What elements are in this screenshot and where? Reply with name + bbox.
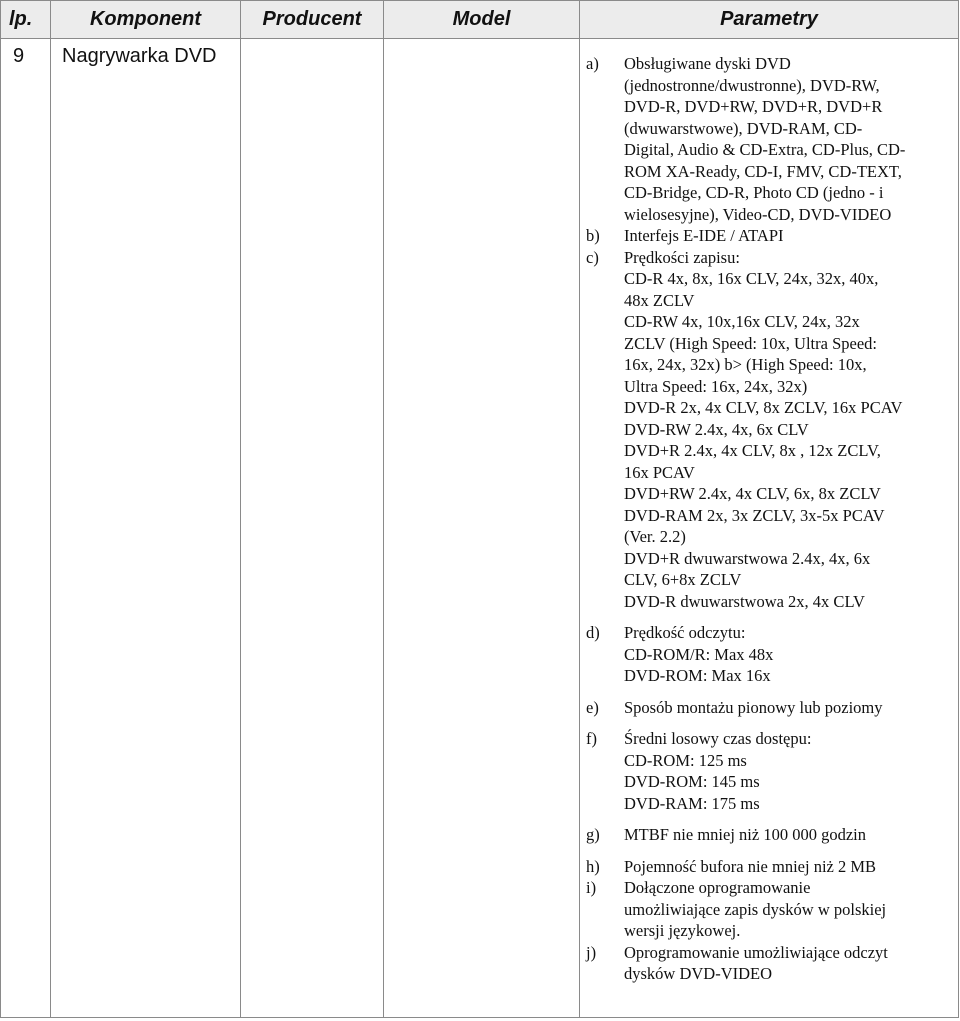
parameter-item [580,728,952,814]
parameter-line: CD-RW 4x, 10x,16x CLV, 24x, 32x [624,312,860,331]
parameter-line: DVD-R 2x, 4x CLV, 8x ZCLV, 16x PCAV [624,398,903,417]
parameter-line: Oprogramowanie umożliwiające odczyt [624,942,888,962]
parameter-list [580,53,952,985]
parameter-line: 16x, 24x, 32x) b> (High Speed: 10x, [624,355,867,374]
parameter-line: umożliwiające zapis dysków w polskiej [624,899,887,919]
parameter-text [624,877,952,942]
parameter-item [580,877,952,942]
parameter-line: Digital, Audio & CD-Extra, CD-Plus, CD- [624,140,906,159]
parameter-line: DVD+RW 2.4x, 4x CLV, 6x, 8x ZCLV [624,484,881,503]
parameter-label: j) [586,942,597,962]
parameters-cell [580,39,959,1018]
parameter-item [580,697,952,719]
parameter-line: DVD-R, DVD+RW, DVD+R, DVD+R [624,97,883,116]
parameter-line: Ultra Speed: 16x, 24x, 32x) [624,376,808,396]
parameter-label: c) [586,247,599,267]
header-row [1,1,959,39]
parameter-text [624,247,952,613]
parameter-item [580,942,952,985]
parameter-item [580,225,952,247]
parameter-text [624,697,952,719]
parameter-line: DVD+R 2.4x, 4x CLV, 8x , 12x ZCLV, [624,441,881,460]
parameter-label: e) [586,697,599,717]
model-cell [384,39,580,1018]
parameter-text [624,942,952,985]
parameter-label: a) [586,54,599,73]
parameter-text [624,622,952,687]
parameter-line: CLV, 6+8x ZCLV [624,570,742,589]
parameter-line: CD-ROM/R: Max 48x [624,644,774,664]
parameter-line: Obsługiwane dyski DVD [624,54,791,73]
table-row [1,39,959,1018]
parameter-line: CD-Bridge, CD-R, Photo CD (jedno - i [624,183,884,202]
header-komponent: Komponent [51,1,241,39]
parameter-line: wersji językowej. [624,921,741,940]
parameter-line: 16x PCAV [624,462,695,482]
parameter-line: CD-R 4x, 8x, 16x CLV, 24x, 32x, 40x, [624,269,879,288]
parameter-line: (Ver. 2.2) [624,527,686,546]
parameter-line: DVD-ROM: Max 16x [624,666,771,685]
parameter-item [580,856,952,878]
parameter-line: DVD-RAM 2x, 3x ZCLV, 3x-5x PCAV [624,505,885,525]
parameter-line: Sposób montażu pionowy lub poziomy [624,697,883,717]
parameter-label: g) [586,825,600,844]
header-model: Model [384,1,580,39]
parameter-line: Średni losowy czas dostępu: [624,729,812,748]
header-producent: Producent [241,1,384,39]
parameter-line: DVD+R dwuwarstwowa 2.4x, 4x, 6x [624,548,871,568]
parameter-line: (jednostronne/dwustronne), DVD-RW, [624,75,880,95]
parameter-line: (dwuwarstwowe), DVD-RAM, CD- [624,118,863,138]
header-lp: lp. [1,1,51,39]
parameter-line: Interfejs E-IDE / ATAPI [624,226,784,245]
parameter-label: i) [586,878,597,897]
parameter-label: f) [586,729,597,748]
parameter-line: ROM XA-Ready, CD-I, FMV, CD-TEXT, [624,161,902,181]
header-parametry: Parametry [580,1,959,39]
parameter-text [624,856,952,878]
parameter-line: dysków DVD-VIDEO [624,964,773,983]
parameter-item [580,53,952,225]
parameter-text [624,53,952,225]
parameter-label: h) [586,856,600,876]
parameter-line: MTBF nie mniej niż 100 000 godzin [624,825,866,844]
parameter-label: d) [586,623,600,642]
parameter-line: Prędkości zapisu: [624,247,740,267]
parameter-text [624,728,952,814]
parameter-label: b) [586,226,600,245]
parameter-line: DVD-RAM: 175 ms [624,793,760,813]
parameter-line: CD-ROM: 125 ms [624,750,747,770]
parameter-line: Pojemność bufora nie mniej niż 2 MB [624,856,877,876]
parameter-text [624,225,952,247]
producent-cell [241,39,384,1018]
parameter-item [580,247,952,613]
parameter-line: 48x ZCLV [624,290,695,310]
parameter-text [624,824,952,846]
component-name: Nagrywarka DVD [51,39,241,1018]
row-number: 9 [1,39,51,1018]
parameter-line: Prędkość odczytu: [624,623,746,642]
parameter-line: wielosesyjne), Video-CD, DVD-VIDEO [624,204,892,224]
parameter-line: DVD-ROM: 145 ms [624,772,760,791]
parameter-item [580,622,952,687]
parameter-line: DVD-RW 2.4x, 4x, 6x CLV [624,419,809,439]
parameter-line: DVD-R dwuwarstwowa 2x, 4x CLV [624,591,865,611]
parameter-line: ZCLV (High Speed: 10x, Ultra Speed: [624,333,877,353]
parameter-item [580,824,952,846]
parameter-line: Dołączone oprogramowanie [624,878,811,897]
